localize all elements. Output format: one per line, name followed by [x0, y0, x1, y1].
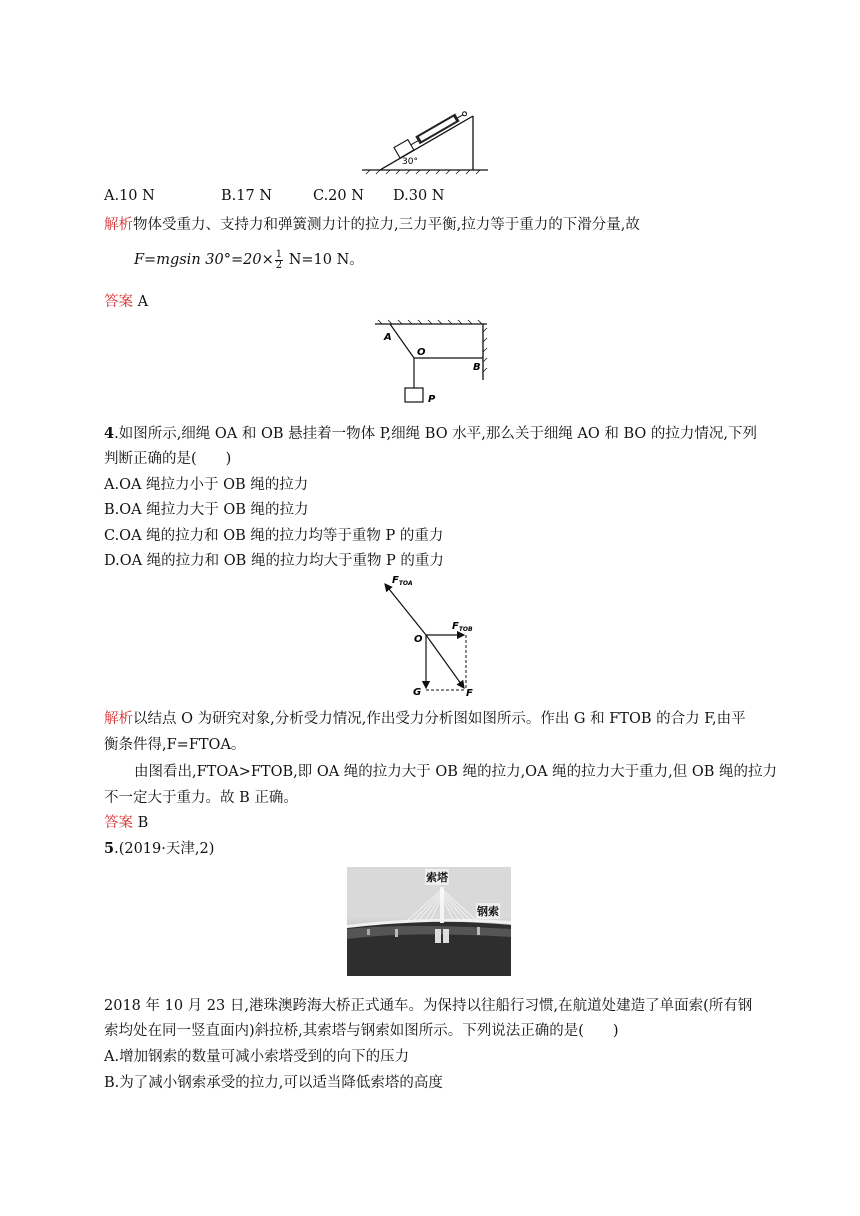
q3-answer-value: A [137, 294, 149, 310]
q3-option-c[interactable]: C.20 N [313, 188, 364, 204]
ftoa-subscript: TOA [398, 580, 413, 587]
q4-answer-label: 答案 [104, 815, 133, 831]
q3-formula [134, 248, 364, 271]
incline-angle-label: 30° [402, 157, 418, 167]
q3-frac-den: 2 [275, 259, 283, 271]
q4-stem-line2: 判断正确的是( ) [104, 451, 232, 467]
q5-stem-line2: 索均处在同一竖直面内)斜拉桥,其索塔与钢索如图所示。下列说法正确的是( ) [104, 1023, 619, 1039]
q4-analysis-line4: 不一定大于重力。故 B 正确。 [104, 790, 298, 806]
q5-header [104, 837, 214, 858]
q4-option-d[interactable]: D.OA 绳的拉力和 OB 绳的拉力均大于重物 P 的重力 [104, 553, 444, 569]
q4-number: 4 [104, 425, 115, 442]
q3-option-a[interactable]: A.10 N [104, 188, 155, 204]
q5-option-b[interactable]: B.为了减小钢索承受的拉力,可以适当降低索塔的高度 [104, 1075, 443, 1091]
q4-option-c[interactable]: C.OA 绳的拉力和 OB 绳的拉力均等于重物 P 的重力 [104, 528, 444, 544]
q4-analysis-line1 [104, 707, 746, 728]
q4-analysis-label: 解析 [104, 711, 133, 727]
q3-frac-num: 1 [275, 248, 283, 260]
rope-figure [370, 318, 495, 408]
q5-option-a[interactable]: A.增加钢索的数量可减小索塔受到的向下的压力 [104, 1049, 410, 1065]
force-label-ftoa: $F_{TOA}$ [392, 575, 413, 587]
q5-number: 5 [104, 840, 115, 857]
q4-option-b[interactable]: B.OA 绳拉力大于 OB 绳的拉力 [104, 502, 309, 518]
photo-label-tower: 索塔 [426, 871, 448, 884]
force-label-g: G [413, 687, 422, 698]
q4-answer-value: B [137, 815, 149, 831]
rope-label-p: P [428, 394, 436, 405]
q4-option-a[interactable]: A.OA 绳拉力小于 OB 绳的拉力 [104, 477, 309, 493]
q3-analysis [104, 213, 640, 234]
q4-answer [104, 811, 148, 832]
q3-answer [104, 290, 148, 311]
q3-analysis-text: 物体受重力、支持力和弹簧测力计的拉力,三力平衡,拉力等于重力的下滑分量,故 [133, 217, 640, 233]
q4-analysis-line3: 由图看出,FTOA>FTOB,即 OA 绳的拉力大于 OB 绳的拉力,OA 绳的拉力大于重力,但 OB 绳的拉力 [134, 764, 778, 780]
q4-stem-line1 [104, 422, 757, 443]
bridge-photo [347, 867, 511, 976]
q3-analysis-label: 解析 [104, 217, 133, 233]
q5-source: .(2019·天津,2) [114, 841, 215, 857]
force-label-f: F [466, 688, 473, 699]
rope-label-o: O [417, 347, 426, 358]
force-diagram [378, 572, 498, 702]
force-label-o: O [414, 634, 423, 645]
q3-option-b[interactable]: B.17 N [221, 188, 273, 204]
rope-label-a: A [384, 332, 392, 343]
q3-option-d[interactable]: D.30 N [393, 188, 445, 204]
q4-stem-text: .如图所示,细绳 OA 和 OB 悬挂着一物体 P,细绳 BO 水平,那么关于细绳 AO 和 BO 的拉力情况,下列 [114, 426, 758, 442]
q4-analysis-line2: 衡条件得,F=FTOA。 [104, 737, 246, 753]
q3-formula-prefix: F=mgsin 30°=20× [134, 252, 274, 268]
q3-formula-fraction [275, 250, 283, 271]
ftob-subscript: TOB [458, 626, 473, 633]
rope-label-b: B [473, 362, 481, 373]
q3-answer-label: 答案 [104, 294, 133, 310]
incline-figure [360, 108, 500, 176]
q3-formula-suffix: N=10 N。 [284, 252, 364, 268]
q5-stem-line1: 2018 年 10 月 23 日,港珠澳跨海大桥正式通车。为保持以往船行习惯,在航道处建造了单面索(所有钢 [104, 998, 753, 1014]
force-label-ftob: $F_{TOB}$ [452, 621, 473, 633]
q4-analysis-text1: 以结点 O 为研究对象,分析受力情况,作出受力分析图如图所示。作出 G 和 FTOB 的合力 F,由平 [133, 711, 746, 727]
photo-label-cable: 钢索 [477, 905, 499, 918]
